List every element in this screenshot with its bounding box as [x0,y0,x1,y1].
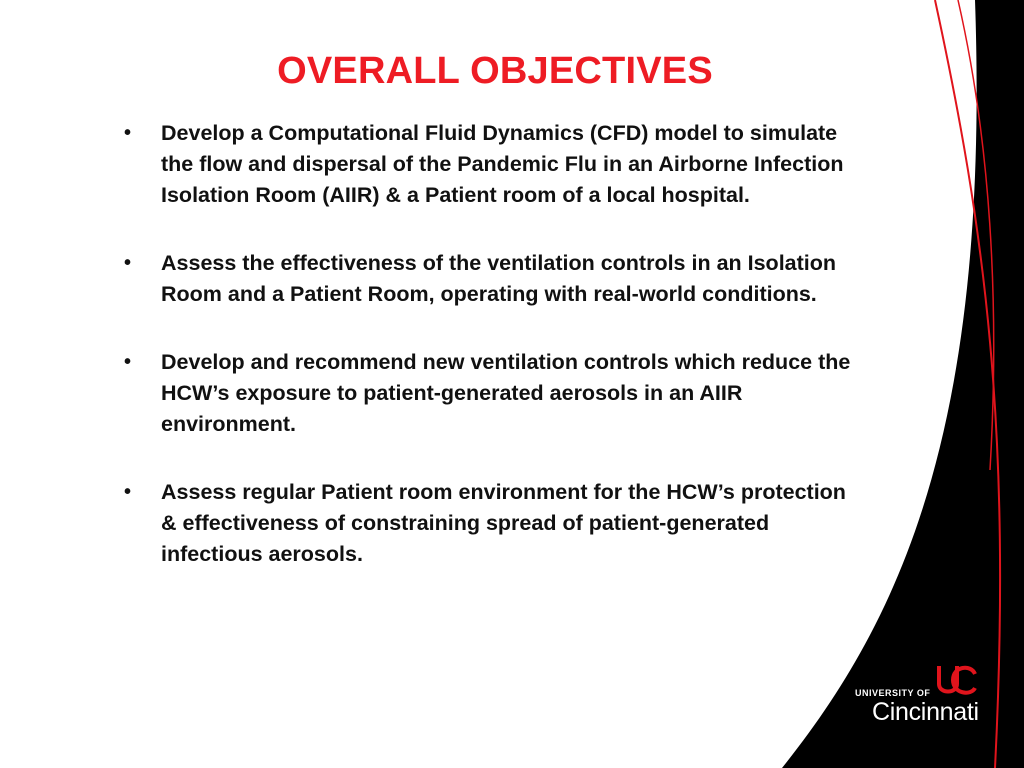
list-item [116,118,856,211]
bullet-marker: • [124,351,132,373]
list-item [116,347,856,440]
list-item-text: Develop and recommend new ventilation controls which reduce the HCW’s exposure to patient-generated aerosols in an AIIR environment. [161,350,851,436]
page-title: OVERALL OBJECTIVES [277,50,713,92]
logo-university-of: UNIVERSITY OF [855,688,931,698]
list-item-text: Assess the effectiveness of the ventilation controls in an Isolation Room and a Patient Room, operating with real-world conditions. [161,251,837,306]
list-item [116,477,856,570]
objectives-list [116,118,856,607]
bullet-marker: • [124,122,132,144]
uc-monogram-icon [933,662,977,700]
bullet-marker: • [124,252,132,274]
logo-cincinnati: Cincinnati [872,698,979,726]
list-item [116,248,856,310]
list-item-text: Develop a Computational Fluid Dynamics (CFD) model to simulate the flow and dispersal of the Pandemic Flu in an Airborne Infection Isolation Room (AIIR) & a Patient room of a local hospital. [161,121,844,207]
list-item-text: Assess regular Patient room environment for the HCW’s protection & effectiveness of constraining spread of patient-generated infectious aerosols. [161,480,846,566]
university-logo [855,662,995,732]
bullet-marker: • [124,481,132,503]
